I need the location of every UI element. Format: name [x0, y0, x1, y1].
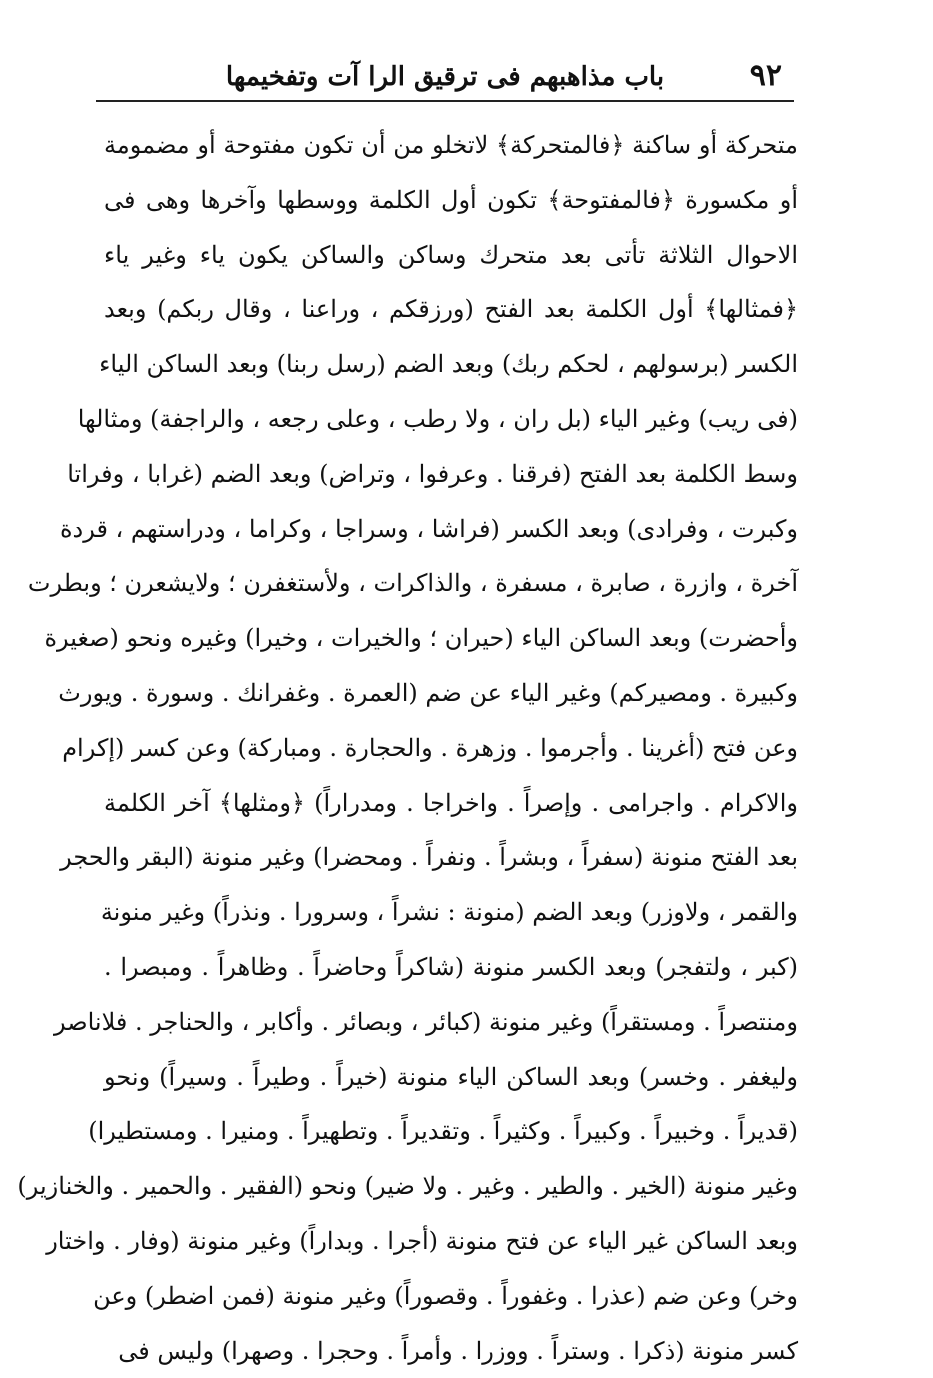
text-line: وليغفر . وخسر) وبعد الساكن الياء منونة (خيراً . وطيراً . وسيراً) ونحو	[104, 1062, 798, 1091]
body-text	[17, 118, 799, 1378]
text-line: متحركة أو ساكنة ﴿فالمتحركة﴾ لاتخلو من أن تكون مفتوحة أو مضمومة	[104, 131, 798, 159]
text-line: ﴿فمثالها﴾ أول الكلمة بعد الفتح (ورزقكم ، وراعنا ، وقال ربكم) وبعد	[104, 295, 799, 324]
text-line: الاحوال الثلاثة تأتى بعد متحرك وساكن والساكن يكون ياء وغير ياء	[104, 240, 798, 269]
text-line: (قديراً . وخبيراً . وكبيراً . وكثيراً . وتقديراً . وتطهيراً . ومنيرا . ومستطيرا)	[88, 1117, 798, 1146]
text-line: والقمر ، ولاوزر) وبعد الضم (منونة : نشراً ، وسرورا . ونذراً) وغير منونة	[100, 898, 798, 927]
text-line: (كبر ، ولتفجر) وبعد الكسر منونة (شاكراً وحاضراً . وظاهراً . ومبصرا .	[104, 952, 798, 981]
text-line: أو مكسورة ﴿فالمفتوحة﴾ تكون أول الكلمة ووسطها وآخرها وهى فى	[104, 185, 798, 214]
text-line: والاكرام . واجرامى . وإصراً . واخراجا . ومدراراً) ﴿ومثلها﴾ آخر الكلمة	[104, 788, 798, 817]
text-line: وبعد الساكن غير الياء عن فتح منونة (أجرا . وبداراً) وغير منونة (وفار . واختار	[46, 1226, 798, 1255]
page-number: ٩٢	[749, 58, 782, 93]
header-rule	[96, 100, 794, 102]
text-line: وغير منونة (الخير . والطير . وغير . ولا ضير) ونحو (الفقير . والحمير . والخنازير)	[17, 1172, 798, 1201]
text-line: وسط الكلمة بعد الفتح (فرقنا . وعرفوا ، وتراض) وبعد الضم (غرابا ، وفراتا	[67, 459, 798, 488]
text-line: وكبرت ، وفرادى) وبعد الكسر (فراشا ، وسراجا ، وكراما ، ودراستهم ، قردة	[59, 514, 798, 543]
text-line: وعن فتح (أغرينا . وأجرموا . وزهرة . والحجارة . ومباركة) وعن كسر (إكرام	[62, 733, 798, 762]
text-line: بعد الفتح منونة (سفراً ، وبشراً . ونفراً . ومحضرا) وغير منونة (البقر والحجر	[60, 843, 798, 872]
text-line: وكبيرة . ومصيركم) وغير الياء عن ضم (العمرة . وغفرانك . وسورة . ويورث	[58, 678, 798, 707]
page-header	[96, 52, 794, 100]
text-line: الكسر (برسولهم ، لحكم ربك) وبعد الضم (رسل ربنا) وبعد الساكن الياء	[99, 350, 798, 379]
running-title: باب مذاهبهم فى ترقيق الرا آت وتفخيمها	[225, 62, 665, 92]
text-line: آخرة ، وازرة ، صابرة ، مسفرة ، والذاكرات ، ولأستغفرن ؛ ولايشعرن ؛ وبطرت	[27, 569, 798, 598]
text-line: ومنتصراً . ومستقراً) وغير منونة (كبائر ، وبصائر . وأكابر ، والحناجر . فلاناصر	[54, 1007, 798, 1036]
text-line: (فى ريب) وغير الياء (بل ران ، ولا رطب ، وعلى رجعه ، والراجفة) ومثالها	[77, 404, 798, 433]
text-line: كسر منونة (ذكرا . وستراً . ووزرا . وأمراً . وحجرا . وصهرا) وليس فى	[118, 1336, 798, 1365]
text-line: وأحضرت) وبعد الساكن الياء (حيران ؛ والخيرات ، وخيرا) وغيره ونحو (صغيرة	[44, 624, 798, 653]
text-line: وخر) وعن ضم (عذرا . وغفوراً . وقصوراً) وغير منونة (فمن اضطر) وعن	[93, 1281, 798, 1310]
